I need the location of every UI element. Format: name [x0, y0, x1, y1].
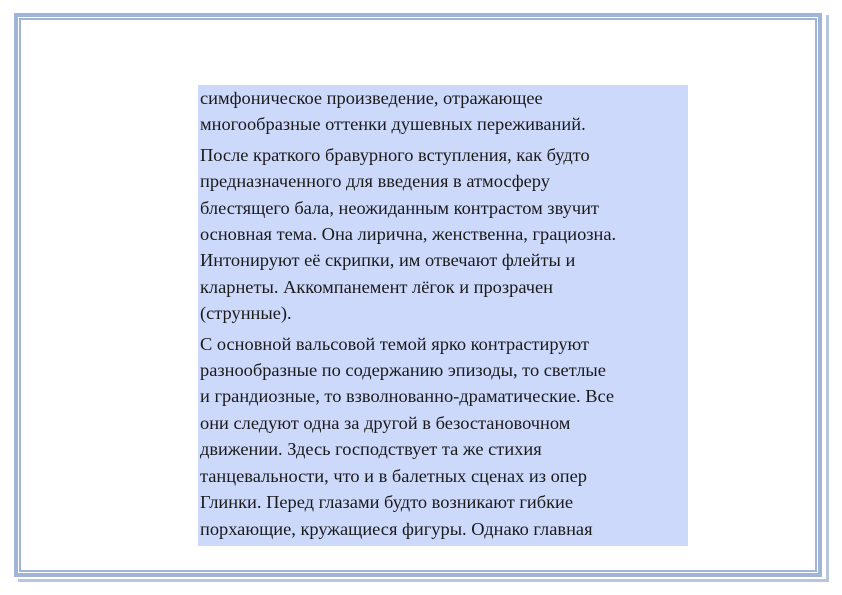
text-line: движении. Здесь господствует та же стихия: [200, 439, 542, 460]
text-line: многообразные оттенки душевных переживаний.: [200, 114, 586, 135]
text-box[interactable]: [198, 85, 688, 546]
text-line: разнообразные по содержанию эпизоды, то светлые: [200, 360, 606, 381]
text-line: Глинки. Перед глазами будто возникают гибкие: [200, 492, 574, 513]
text-line: С основной вальсовой темой ярко контрастируют: [200, 333, 590, 354]
text-line: танцевальности, что и в балетных сценах из опер: [200, 465, 588, 486]
text-line: Интонируют её скрипки, им отвечают флейты и: [200, 250, 576, 271]
paragraph-1: [200, 85, 685, 138]
text-line: они следуют одна за другой в безостановочном: [200, 412, 571, 433]
paragraph-3: [200, 331, 685, 542]
text-line: основная тема. Она лирична, женственна, грациозна.: [200, 224, 617, 245]
paragraph-2: [200, 142, 685, 327]
text-line: симфоническое произведение, отражающее: [200, 88, 543, 108]
frame-shadow-bottom: [18, 579, 829, 582]
text-line: (струнные).: [200, 303, 292, 324]
text-line: порхающие, кружащиеся фигуры. Однако главная: [200, 518, 593, 539]
text-line: предназначенного для введения в атмосферу: [200, 171, 550, 192]
text-line: и грандиозные, то взволнованно-драматические. Все: [200, 386, 615, 407]
text-line: кларнеты. Аккомпанемент лёгок и прозрачен: [200, 276, 554, 297]
text-line: блестящего бала, неожиданным контрастом звучит: [200, 197, 599, 218]
text-line: После краткого бравурного вступления, как будто: [200, 144, 590, 165]
frame-shadow-right: [826, 15, 829, 581]
